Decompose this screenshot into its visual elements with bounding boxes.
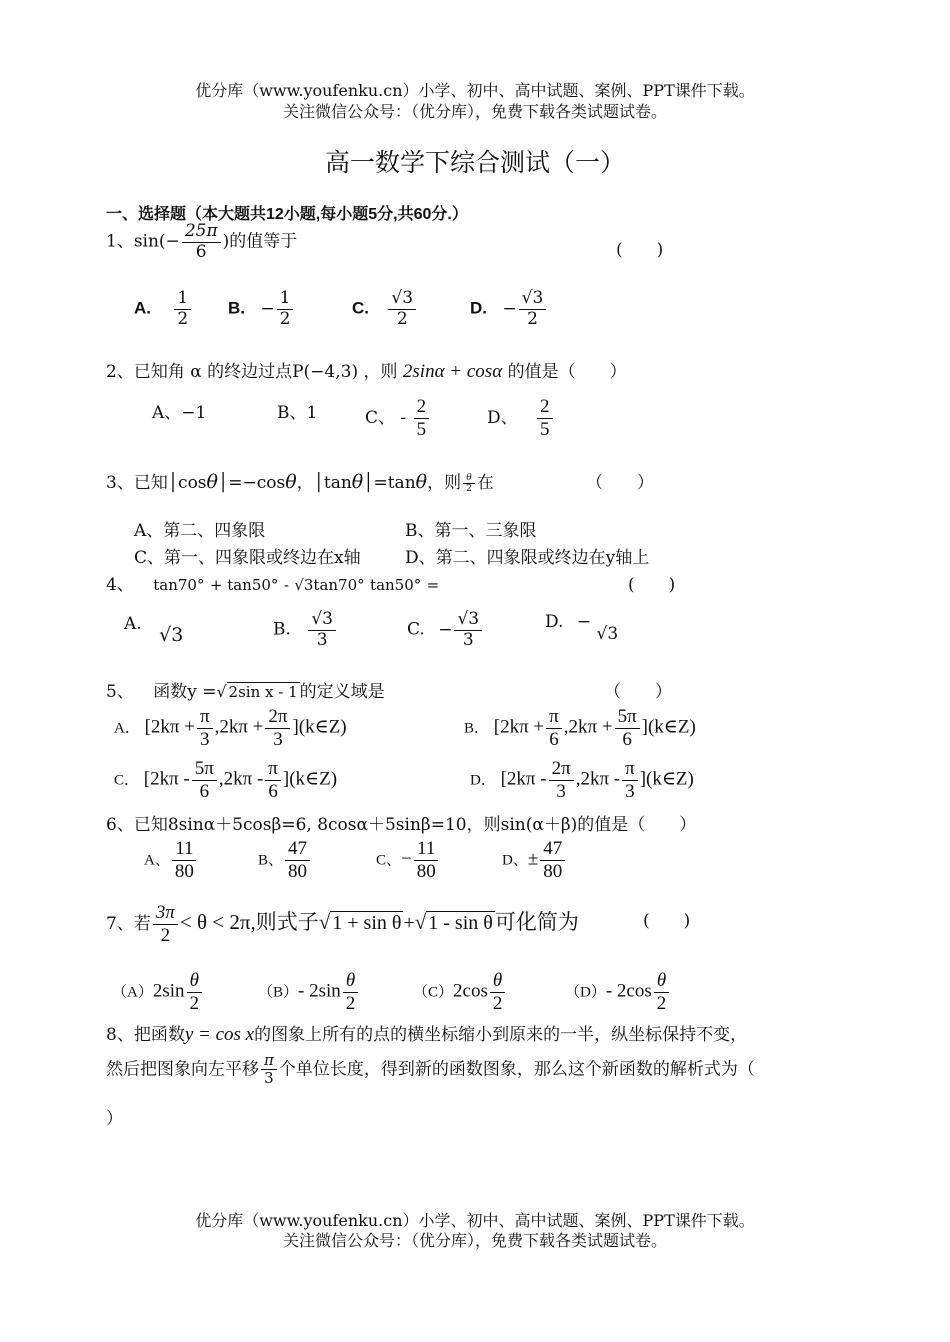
q1-answer-paren: ( ) [616,240,664,260]
q4-opt-b-num: √3 [308,610,336,631]
footer-line-1: 优分库（www.youfenku.cn）小学、初中、高中试题、案例、PPT课件下载。 [195,1211,755,1230]
q6-opt-d-label: D、 [502,852,528,869]
q4-opt-d-value: √3 [596,624,619,644]
q4-answer-paren: ( ) [628,575,676,595]
q7-opt-d-num: θ [654,970,669,993]
q8-part-2: 的图象上所有的点的横坐标缩小到原来的一半，纵坐标保持不变， [254,1025,748,1045]
q7-option-a [112,970,204,1015]
q3-option-c: C、第一、四象限或终边在x轴 [134,548,361,568]
q2-option-d [487,396,555,441]
q1-opt-a-label: A. [134,298,151,318]
q8-den: 3 [264,1069,274,1088]
q6-option-c [376,838,441,883]
q6-option-d [502,838,567,883]
q5-opt-b-2n: 5π [615,706,640,729]
q2-option-b: B、1 [277,403,318,423]
q7-opt-c-num: θ [490,970,505,993]
q5-opt-b-2: ,2kπ + [563,716,613,738]
q6-opt-c-num: 11 [414,838,438,861]
q6-opt-c-label: C、 [376,852,402,869]
q2-expression: 2sinα + cosα [402,361,503,382]
q4-option-b [273,610,338,650]
q5-opt-c-1d: 6 [199,780,210,802]
q1-option-a [134,289,193,329]
q5-opt-c-2d: 6 [268,780,278,802]
q5-opt-d-3: ](k∈Z) [639,768,694,790]
q4-opt-c-sign: − [438,619,453,640]
q3-option-a: A、第二、四象限 [134,521,266,541]
q3-part-6: 在 [476,473,494,493]
q7-option-d [565,970,671,1015]
q6-option-b [258,838,312,883]
q5-opt-b-1d: 6 [549,728,559,750]
q7-opt-d-den: 2 [656,992,667,1014]
q5-opt-b-1: [2kπ + [493,716,545,738]
q5-opt-b-3: ](k∈Z) [641,716,696,738]
q1-opt-d-label: D. [470,298,487,318]
q5-opt-d-2n: π [622,758,638,781]
q5-opt-a-2d: 3 [273,728,283,750]
q4-option-d [545,612,619,644]
q5-option-d [470,758,694,803]
q2-option-a: A、−1 [152,403,207,423]
question-6: 6、已知8sinα＋5cosβ=6, 8cosα＋5sinβ=10，则sin(α＋β)的值是（ ） [106,815,697,835]
q7-option-c [413,970,507,1015]
q3-half-den: 2 [466,484,472,494]
question-7 [106,902,579,947]
q5-label: 5、 [106,682,134,702]
q1-num: 25π [182,222,221,243]
q8-part-3: 然后把图象向左平移 [106,1059,259,1080]
question-8-line-2 [106,1052,755,1088]
header-line-1: 优分库（www.youfenku.cn）小学、初中、高中试题、案例、PPT课件下载。 [195,81,755,100]
question-4 [106,570,439,595]
q7-den: 2 [160,924,171,946]
q6-opt-b-den: 80 [288,860,308,882]
q7-opt-a-label: （A） [112,984,153,1001]
q5-opt-d-1d: 3 [556,780,566,802]
q2-opt-c-den: 5 [416,418,427,440]
q7-inequality: < θ < 2π,则式子 [179,909,319,934]
q1-opt-b-den: 2 [279,308,291,329]
q2-opt-c-label: C、 [365,407,396,428]
q7-prefix: 7、若 [106,913,151,934]
q3-theta-3: θ [351,471,364,493]
q5-suffix: 的定义域是 [299,682,385,702]
q4-opt-b-label: B. [273,619,291,640]
q6-opt-a-label: A、 [144,852,170,869]
q4-opt-a-value: √3 [159,624,184,646]
q4-label: 4、 [106,575,134,595]
q5-opt-a-3: ](k∈Z) [292,716,347,738]
q7-radicand-1: 1 + sin θ [332,911,402,934]
question-3 [106,468,494,494]
q7-opt-c-den: 2 [492,992,503,1014]
q1-opt-c-label: C. [352,298,369,318]
question-8-line-3: ） [106,1109,123,1129]
q4-term-5: tan70° [313,576,365,594]
page-title: 高一数学下综合测试（一） [324,148,625,177]
q1-opt-b-label: B. [228,298,245,318]
q5-opt-a-1n: π [197,706,213,729]
q4-option-a [124,612,184,646]
q7-option-b [258,970,360,1015]
q7-opt-a-fn: 2sin [152,980,185,1002]
q1-opt-d-den: 2 [527,308,538,329]
q1-opt-c-den: 2 [396,308,408,329]
q3-part-2: │=−cos [217,473,286,493]
q1-opt-a-den: 2 [177,308,189,329]
q1-opt-c-num: √3 [388,289,416,310]
q5-opt-b-2d: 6 [622,728,632,750]
q6-opt-d-den: 80 [543,860,563,882]
q1-option-d [470,289,548,329]
q7-radical-1: √ 1 + sin θ [318,909,402,934]
q8-function: y = cos x [184,1024,255,1045]
question-2 [106,357,627,383]
q6-opt-b-num: 47 [285,838,310,861]
section-heading: 一、选择题（本大题共12小题,每小题5分,共60分.） [106,206,468,223]
q3-half-num: θ [463,473,474,484]
q7-opt-b-label: （B） [258,984,299,1001]
q7-answer-paren: ( ) [643,911,691,931]
q1-fraction [182,222,221,262]
q5-option-a [114,706,347,751]
q6-opt-a-num: 11 [172,838,196,861]
q3-option-b: B、第一、三象限 [405,521,537,541]
q7-opt-d-fn: - 2cos [605,980,652,1002]
q4-term-4: √3 [294,576,314,594]
q2-opt-d-num: 2 [537,396,553,419]
q5-opt-d-2: ,2kπ - [575,768,621,790]
q7-opt-b-fn: - 2sin [298,980,341,1002]
q4-opt-c-den: 3 [462,629,474,650]
q7-opt-d-label: （D） [565,984,606,1001]
q5-opt-c-1: [2kπ - [143,768,190,790]
question-1 [106,222,297,262]
q4-opt-c-label: C. [407,619,425,640]
footer-line-2: 关注微信公众号：（优分库），免费下载各类试题试卷。 [282,1231,667,1250]
q6-opt-b-label: B、 [258,852,284,869]
q7-opt-c-label: （C） [413,984,454,1001]
q5-opt-c-2n: π [265,758,281,781]
q5-option-b [464,706,696,751]
q7-opt-a-num: θ [187,970,202,993]
question-8-line-1 [106,1020,747,1046]
q1-opt-a-num: 1 [174,289,191,310]
q4-term-2: + tan50° [209,576,279,594]
q5-opt-b-label: B． [464,720,490,737]
q7-plus: + [403,911,415,934]
q6-opt-c-sign: − [401,848,412,870]
q1-prefix: 1、sin(− [106,231,180,252]
q3-answer-paren: （ ） [586,473,654,493]
q5-opt-a-1: [2kπ + [144,716,195,738]
q4-term-3: - [283,576,289,594]
q3-part-3: ，│tan [296,473,352,493]
q4-opt-c-num: √3 [454,610,482,631]
q5-opt-a-2: ,2kπ + [214,716,264,738]
q5-opt-c-1n: 5π [192,758,217,781]
q5-opt-b-1n: π [546,706,562,729]
q5-radicand: 2sin x - 1 [228,683,298,701]
q3-option-d: D、第二、四象限或终边在y轴上 [405,548,650,568]
q7-opt-a-den: 2 [189,992,200,1014]
q1-opt-b-sign: − [260,298,275,319]
q8-num: π [261,1052,277,1070]
q4-option-c [407,610,484,650]
q3-theta-1: θ [206,471,218,493]
q7-opt-b-den: 2 [345,992,356,1014]
q3-part-1: 3、已知│cos [106,473,207,493]
q4-opt-d-label: D. [545,612,564,632]
q2-suffix: 的值是（ ） [507,362,627,382]
q5-answer-paren: （ ） [604,682,672,702]
q2-opt-c-sign: - [400,407,407,428]
q7-suffix: 可化简为 [494,909,579,934]
q8-part-1: 8、把函数 [106,1025,185,1045]
q1-opt-d-num: √3 [519,289,547,310]
q5-opt-c-label: C． [114,772,140,789]
q1-suffix: )的值等于 [222,231,298,252]
q4-term-7: = [426,576,440,594]
q2-opt-c-num: 2 [414,396,430,419]
q7-opt-c-fn: 2cos [453,980,488,1002]
q1-opt-d-sign: − [502,298,517,319]
q5-opt-d-1: [2kπ - [500,768,547,790]
q2-opt-d-label: D、 [487,407,518,428]
q6-opt-a-den: 80 [174,860,194,882]
q3-part-5: ，则 [427,473,462,493]
q7-num: 3π [153,902,178,925]
q1-option-c [352,289,418,329]
q5-opt-c-2: ,2kπ - [218,768,264,790]
q2-option-c [365,396,431,441]
q5-text: 函数y = [153,682,217,702]
q4-opt-d-sign: − [576,612,592,632]
q6-opt-d-num: 47 [540,838,565,861]
q1-den: 6 [195,241,207,262]
q5-opt-c-3: ](k∈Z) [282,768,338,790]
q5-opt-a-1d: 3 [200,728,210,750]
q5-opt-d-1n: 2π [549,758,574,781]
q3-theta-4: θ [415,471,428,493]
q6-option-a [144,838,199,883]
q3-theta-2: θ [285,471,297,493]
q5-opt-d-2d: 3 [625,780,635,802]
q2-text: 2、已知角 α 的终边过点P(−4,3) ，则 [106,362,398,382]
q7-radical-2: √ 1 - sin θ [414,909,493,934]
q6-opt-c-den: 80 [416,860,436,882]
q7-radicand-2: 1 - sin θ [428,911,493,934]
q5-opt-a-2n: 2π [265,706,290,729]
q8-part-4: 个单位长度，得到新的函数图象，那么这个新函数的解析式为（ [278,1059,755,1080]
header-line-2: 关注微信公众号：（优分库），免费下载各类试题试卷。 [282,102,667,121]
q4-term-6: tan50° [370,576,422,594]
q1-option-b [228,289,295,329]
q2-opt-d-den: 5 [540,418,550,440]
q4-opt-b-den: 3 [316,629,328,650]
q1-opt-b-num: 1 [277,289,294,310]
question-5 [106,677,385,702]
q5-option-c [114,758,337,803]
q3-part-4: │=tan [363,473,416,493]
q6-opt-d-sign: ± [527,848,539,870]
q5-radical: √ 2sin x - 1 [216,682,298,701]
q4-term-1: tan70° [153,576,205,594]
q5-opt-d-label: D． [470,772,496,789]
q5-opt-a-label: A． [114,720,140,737]
q7-opt-b-num: θ [343,970,358,993]
q4-opt-a-label: A. [124,614,142,634]
